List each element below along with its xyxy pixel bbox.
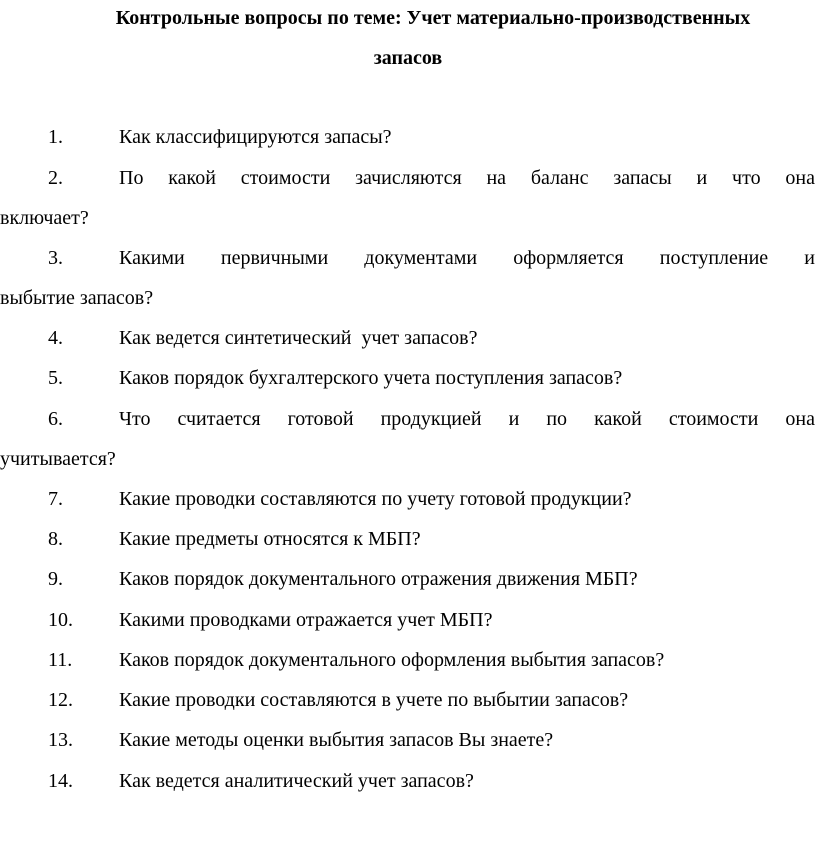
question-number: 3. xyxy=(48,247,63,269)
question-text: Какие предметы относятся к МБП? xyxy=(119,528,421,550)
question-text: Каков порядок документального отражения движения МБП? xyxy=(119,568,638,590)
question-number: 11. xyxy=(48,649,73,671)
question-number: 4. xyxy=(48,327,63,349)
question-number: 7. xyxy=(48,488,63,510)
question-text-line-1: Какими первичными документами оформляется поступление и xyxy=(119,247,815,269)
question-number: 14. xyxy=(48,770,73,792)
question-text-line-1: Что считается готовой продукцией и по какой стоимости она xyxy=(119,408,815,430)
question-text: Как ведется синтетический учет запасов? xyxy=(119,327,478,349)
question-text: Как ведется аналитический учет запасов? xyxy=(119,770,474,792)
question-text-line-2: выбытие запасов? xyxy=(0,287,154,309)
question-number: 13. xyxy=(48,729,73,751)
document-title-line-1: Контрольные вопросы по теме: Учет материально-производственных xyxy=(115,7,751,29)
question-text: Какие проводки составляются в учете по выбытии запасов? xyxy=(119,689,629,711)
question-text-line-2: включает? xyxy=(0,207,89,229)
question-text: Как классифицируются запасы? xyxy=(119,126,392,148)
question-number: 2. xyxy=(48,167,63,189)
question-number: 8. xyxy=(48,528,63,550)
question-text-line-1: По какой стоимости зачисляются на баланс запасы и что она xyxy=(119,167,815,189)
document-title-line-2: запасов xyxy=(373,47,443,69)
question-number: 5. xyxy=(48,367,63,389)
question-number: 1. xyxy=(48,126,63,148)
question-number: 9. xyxy=(48,568,63,590)
question-text: Какие проводки составляются по учету готовой продукции? xyxy=(119,488,632,510)
question-text: Какими проводками отражается учет МБП? xyxy=(119,609,493,631)
question-text: Каков порядок документального оформления выбытия запасов? xyxy=(119,649,665,671)
question-text: Каков порядок бухгалтерского учета поступления запасов? xyxy=(119,367,623,389)
question-number: 6. xyxy=(48,408,63,430)
question-text-line-2: учитывается? xyxy=(0,448,116,470)
question-text: Какие методы оценки выбытия запасов Вы знаете? xyxy=(119,729,554,751)
question-number: 10. xyxy=(48,609,73,631)
question-number: 12. xyxy=(48,689,73,711)
